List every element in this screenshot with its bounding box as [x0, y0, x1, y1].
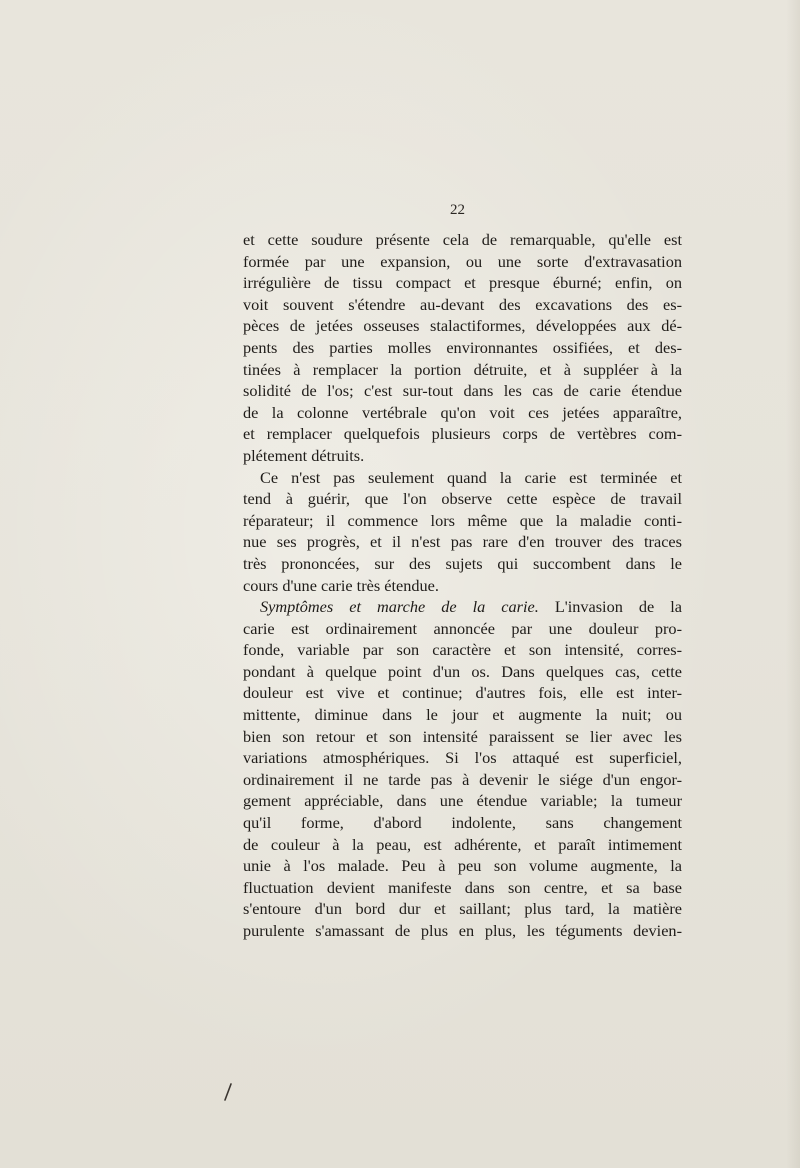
text-line: très prononcées, sur des sujets qui succombent dans le [243, 553, 682, 573]
text-line: variations atmosphériques. Si l'os attaqué est superficiel, [243, 748, 682, 768]
text-line: et remplacer quelquefois plusieurs corps de vertèbres com- [243, 424, 682, 444]
section-heading-line [243, 596, 682, 618]
text-line: carie est ordinairement annoncée par une douleur pro- [243, 618, 682, 638]
text-line: qu'il forme, d'abord indolente, sans changement [243, 813, 682, 833]
page-edge-shadow [786, 0, 800, 1168]
text-line: de couleur à la peau, est adhérente, et paraît intimement [243, 834, 682, 854]
text-line: bien son retour et son intensité paraissent se lier avec les [243, 726, 682, 746]
text-line: ordinairement il ne tarde pas à devenir le siége d'un engor- [243, 769, 682, 789]
text-line: formée par une expansion, ou une sorte d'extravasation [243, 251, 682, 271]
body-text [243, 229, 682, 942]
text-line: voit souvent s'étendre au-devant des excavations des es- [243, 294, 682, 314]
text-line: fonde, variable par son caractère et son intensité, corres- [243, 640, 682, 660]
text-line: de la colonne vertébrale qu'on voit ces jetées apparaître, [243, 402, 682, 422]
section-heading: Symptômes et marche de la carie. [260, 597, 539, 617]
pencil-mark-icon [222, 1083, 234, 1101]
text-line: fluctuation devient manifeste dans son centre, et sa base [243, 877, 682, 897]
text-line: irrégulière de tissu compact et presque éburné; enfin, on [243, 273, 682, 293]
text-line: pondant à quelque point d'un os. Dans quelques cas, cette [243, 661, 682, 681]
text-line: nue ses progrès, et il n'est pas rare d'en trouver des traces [243, 532, 682, 552]
text-line: plétement détruits. [243, 445, 365, 465]
text-line: tinées à remplacer la portion détruite, et à suppléer à la [243, 359, 682, 379]
text-line: unie à l'os malade. Peu à peu son volume augmente, la [243, 856, 682, 876]
text-line: réparateur; il commence lors même que la maladie conti- [243, 510, 682, 530]
text-line: tend à guérir, que l'on observe cette espèce de travail [243, 489, 682, 509]
text-line: mittente, diminue dans le jour et augmente la nuit; ou [243, 705, 682, 725]
text-line: solidité de l'os; c'est sur-tout dans les cas de carie étendue [243, 381, 682, 401]
text-line: pents des parties molles environnantes ossifiées, et des- [243, 337, 682, 357]
text-line: et cette soudure présente cela de remarquable, qu'elle est [243, 230, 682, 249]
text-line: gement appréciable, dans une étendue variable; la tumeur [243, 791, 682, 811]
text-line: cours d'une carie très étendue. [243, 575, 439, 595]
text-line: douleur est vive et continue; d'autres fois, elle est inter- [243, 683, 682, 703]
text-line: s'entoure d'un bord dur et saillant; plus tard, la matière [243, 899, 682, 919]
text-line: purulente s'amassant de plus en plus, les téguments devien- [243, 921, 682, 940]
text-line: Ce n'est pas seulement quand la carie est terminée et [260, 467, 682, 487]
text-fragment: L'invasion de la [554, 597, 682, 617]
text-line: pèces de jetées osseuses stalactiformes, développées aux dé- [243, 316, 682, 336]
page-number: 22 [450, 202, 465, 218]
